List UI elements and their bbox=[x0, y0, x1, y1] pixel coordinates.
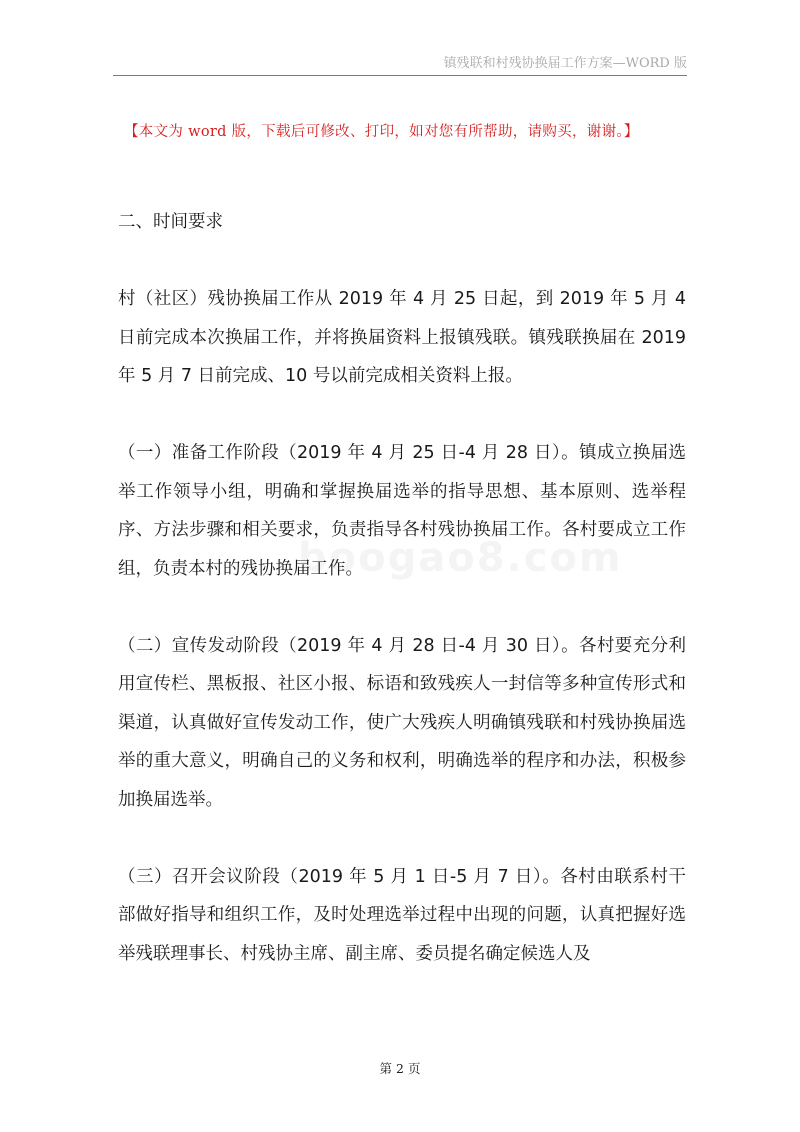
paragraph-publicity-stage: （二）宣传发动阶段（2019 年 4 月 28 日-4 月 30 日）。各村要充分利用宣传栏、黑板报、社区小报、标语和致残疾人一封信等多种宣传形式和渠道，认真做好宣传发动工作，使广大残疾人明确镇残联和村残协换届选举的重大意义，明确自己的义务和权利，明确选举的程序和办法，积极参加换届选举。 bbox=[118, 635, 686, 810]
purchase-notice: 【本文为 word 版，下载后可修改、打印，如对您有所帮助，请购买，谢谢。】 bbox=[124, 124, 639, 140]
section-title: 二、时间要求 bbox=[118, 212, 223, 232]
paragraph-preparation-stage: （一）准备工作阶段（2019 年 4 月 25 日-4 月 28 日）。镇成立换届选举工作领导小组，明确和掌握换届选举的指导思想、基本原则、选举程序、方法步骤和相关要求，负责指导各村残协换届工作。各村要成立工作组，负责本村的残协换届工作。 bbox=[118, 443, 686, 579]
watermark: boogao8.com bbox=[298, 535, 623, 581]
document-body bbox=[118, 203, 686, 973]
paragraph-meeting-stage: （三）召开会议阶段（2019 年 5 月 1 日-5 月 7 日）。各村由联系村干部做好指导和组织工作，及时处理选举过程中出现的问题，认真把握好选举残联理事长、村残协主席、副主席、委员提名确定候选人及 bbox=[118, 866, 686, 964]
running-header: 镇残联和村残协换届工作方案—WORD 版 bbox=[443, 56, 687, 71]
paragraph-timeline: 村（社区）残协换届工作从 2019 年 4 月 25 日起，到 2019 年 5 月 4 日前完成本次换届工作，并将换届资料上报镇残联。镇残联换届在 2019 年 5 月 7 日前完成、10 号以前完成相关资料上报。 bbox=[118, 289, 686, 386]
header-divider bbox=[113, 75, 687, 76]
page-number: 第 2 页 bbox=[379, 1061, 421, 1076]
